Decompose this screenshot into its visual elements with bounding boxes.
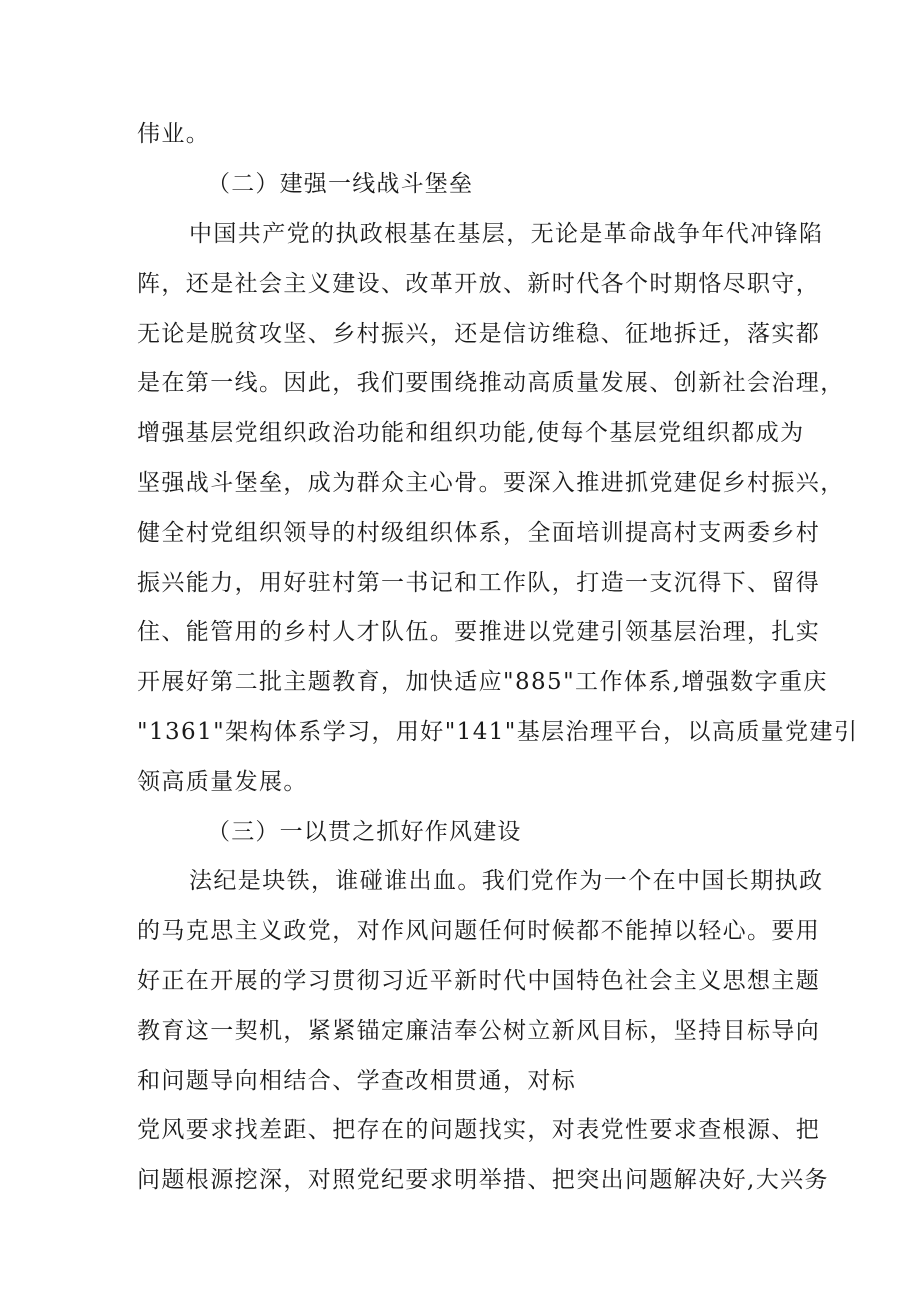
paragraph-line: 好正在开展的学习贯彻习近平新时代中国特色社会主义思想主题 <box>137 968 821 994</box>
paragraph-line: 阵，还是社会主义建设、改革开放、新时代各个时期恪尽职守， <box>137 271 821 297</box>
paragraph-line: 增强基层党组织政治功能和组织功能,使每个基层党组织都成为 <box>137 420 805 446</box>
paragraph-line: 健全村党组织领导的村级组织体系，全面培训提高村支两委乡村 <box>137 520 821 546</box>
paragraph-line: 法纪是块铁，谁碰谁出血。我们党作为一个在中国长期执政 <box>189 868 824 894</box>
paragraph-line: 党风要求找差距、把存在的问题找实，对表党性要求查根源、把 <box>137 1117 821 1143</box>
paragraph-line: 是在第一线。因此，我们要围绕推动高质量发展、创新社会治理， <box>137 370 845 396</box>
paragraph-line: 问题根源挖深，对照党纪要求明举措、把突出问题解决好,大兴务 <box>137 1167 829 1193</box>
paragraph-line: 振兴能力，用好驻村第一书记和工作队，打造一支沉得下、留得 <box>137 570 821 596</box>
paragraph-line: 无论是脱贫攻坚、乡村振兴，还是信访维稳、征地拆迁，落实都 <box>137 321 821 347</box>
paragraph-line: 中国共产党的执政根基在基层，无论是革命战争年代冲锋陷 <box>189 221 824 247</box>
paragraph-line: 和问题导向相结合、学查改相贯通，对标 <box>137 1068 577 1094</box>
paragraph-line: 住、能管用的乡村人才队伍。要推进以党建引领基层治理，扎实 <box>137 619 821 645</box>
paragraph-line: 坚强战斗堡垒，成为群众主心骨。要深入推进抓党建促乡村振兴， <box>137 470 845 496</box>
section-heading: （三）一以贯之抓好作风建设 <box>207 819 522 845</box>
paragraph-line: 的马克思主义政党，对作风问题任何时候都不能掉以轻心。要用 <box>137 918 821 944</box>
section-heading: （二）建强一线战斗堡垒 <box>207 171 474 197</box>
paragraph-line: 领高质量发展。 <box>137 769 308 795</box>
paragraph-line: 开展好第二批主题教育，加快适应"885"工作体系,增强数字重庆 <box>137 669 828 695</box>
paragraph-line: 教育这一契机，紧紧锚定廉洁奉公树立新风目标，坚持目标导向 <box>137 1018 821 1044</box>
paragraph-line: "1361"架构体系学习，用好"141"基层治理平台，以高质量党建引 <box>137 719 859 745</box>
paragraph-line: 伟业。 <box>137 121 211 147</box>
